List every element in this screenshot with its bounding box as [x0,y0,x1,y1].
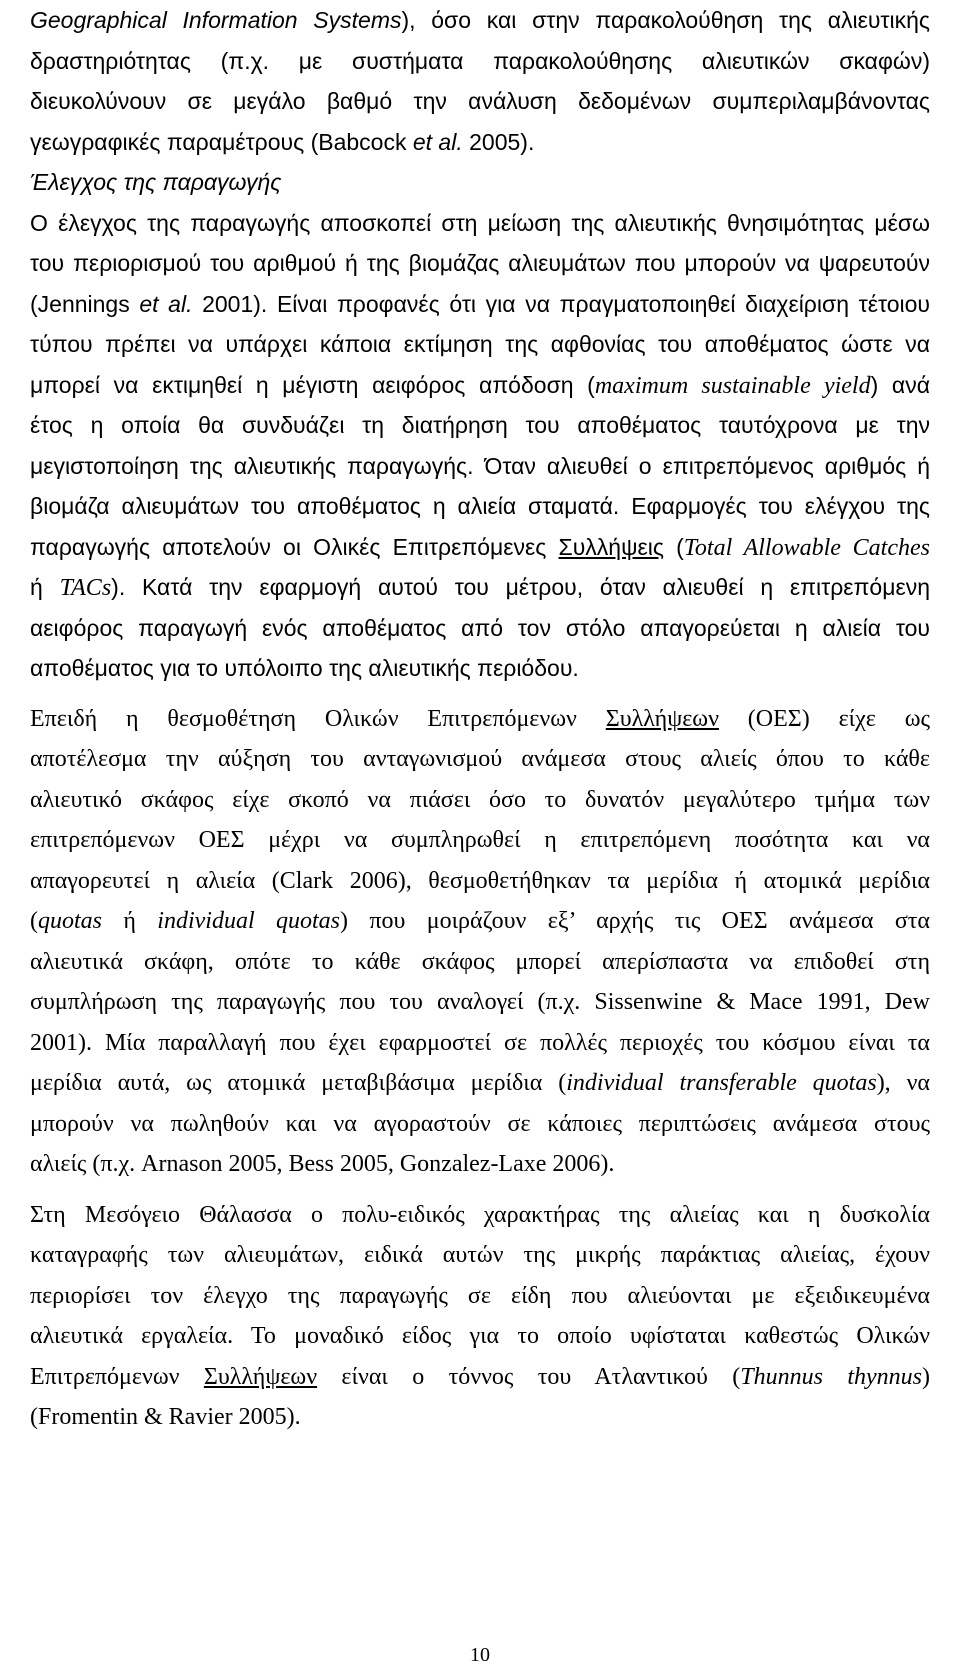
text-line: Επειδή η θεσμοθέτηση Ολικών Επιτρεπόμενων Συλλήψεων (ΟΕΣ) είχε ως [30,705,930,732]
text-line: 2001). Μία παραλλαγή που έχει εφαρμοστεί σε πολλές περιοχές του κόσμου είναι τα [30,1029,930,1056]
text-line: του περιορισμού του αριθμού ή της βιομάζας αλιευμάτων που μπορούν να ψαρευτούν [30,250,930,276]
paragraph-gap [30,689,930,699]
text-line: επιτρεπόμενων ΟΕΣ μέχρι να συμπληρωθεί η επιτρεπόμενη ποσότητα και να [30,827,930,853]
text-line: μπορούν να πωληθούν και να αγοραστούν σε κάποιες περιπτώσεις ανάμεσα στους [30,1110,930,1137]
document-page [30,0,930,1438]
text-line: διευκολύνουν σε μεγάλο βαθμό την ανάλυση δεδομένων συμπεριλαμβάνοντας [30,88,930,114]
section-heading: Έλεγχος της παραγωγής [30,169,282,195]
text-line: βιομάζα αλιευμάτων του αποθέματος η αλιεία σταματά. Εφαρμογές του ελέγχου της [30,493,930,519]
text-line: (Jennings et al. 2001). Είναι προφανές ότι για να πραγματοποιηθεί διαχείριση τέτοιου [30,290,930,317]
text-line: καταγραφής των αλιευμάτων, ειδικά αυτών της μικρής παράκτιας αλιείας, έχουν [30,1242,930,1268]
text-line: αποτέλεσμα την αύξηση του ανταγωνισμού ανάμεσα στους αλιείς όπου το κάθε [30,746,930,772]
text-line: Geographical Information Systems), όσο και στην παρακολούθηση της αλιευτικής [30,7,930,33]
text-line: απαγορευτεί η αλιεία (Clark 2006), θεσμοθετήθηκαν τα μερίδια ή ατομικά μερίδια [30,867,930,894]
paragraph-individual-quotas [30,699,930,1185]
text-line: (quotas ή individual quotas) που μοιράζουν εξ’ αρχής τις ΟΕΣ ανάμεσα στα [30,908,930,934]
text-line: τύπου πρέπει να υπάρχει κάποια εκτίμηση της αφθονίας του αποθέματος ώστε να [30,331,930,357]
paragraph-gis [30,0,930,162]
text-line: μπορεί να εκτιμηθεί η μέγιστη αειφόρος απόδοση (maximum sustainable yield) ανά [30,371,930,399]
text-line: ή TACs). Κατά την εφαρμογή αυτού του μέτρου, όταν αλιευθεί η επιτρεπόμενη [30,574,930,601]
text-line: μεγιστοποίηση της αλιευτικής παραγωγής. Όταν αλιευθεί ο επιτρεπόμενος αριθμός ή [30,452,930,479]
paragraph-gap [30,1185,930,1195]
text-line: (Fromentin & Ravier 2005). [30,1404,301,1430]
text-line: γεωγραφικές παραμέτρους (Babcock et al. 2005). [30,128,535,155]
text-line: συμπλήρωση της παραγωγής που του αναλογεί (π.χ. Sissenwine & Mace 1991, Dew [30,989,930,1015]
text-line: παραγωγής αποτελούν οι Ολικές Επιτρεπόμενες Συλλήψεις (Total Allowable Catches [30,533,930,561]
text-line: Στη Μεσόγειο Θάλασσα ο πολυ-ειδικός χαρακτήρας της αλιείας και η δυσκολία [30,1201,930,1228]
paragraph-production-control [30,203,930,689]
text-line: Ο έλεγχος της παραγωγής αποσκοπεί στη μείωση της αλιευτικής θνησιμότητας μέσω [30,209,930,236]
text-line: Επιτρεπόμενων Συλλήψεων είναι ο τόννος του Ατλαντικού (Thunnus thynnus) [30,1363,930,1390]
text-line: περιορίσει τον έλεγχο της παραγωγής σε είδη που αλιεύονται με εξειδικευμένα [30,1282,930,1309]
text-line: έτος η οποία θα συνδυάζει τη διατήρηση του αποθέματος ταυτόχρονα με την [30,412,930,438]
text-line: δραστηριότητας (π.χ. με συστήματα παρακολούθησης αλιευτικών σκαφών) [30,47,930,74]
text-line: αλιείς (π.χ. Arnason 2005, Bess 2005, Gonzalez-Laxe 2006). [30,1151,615,1177]
text-line: αειφόρος παραγωγή ενός αποθέματος από τον στόλο απαγορεύεται η αλιεία του [30,614,930,641]
paragraph-mediterranean [30,1195,930,1438]
text-line: μερίδια αυτά, ως ατομικά μεταβιβάσιμα μερίδια (individual transferable quotas), να [30,1070,930,1096]
text-line: αλιευτικά σκάφη, οπότε το κάθε σκάφος μπορεί απερίσπαστα να επιδοθεί στη [30,948,930,975]
text-line: αλιευτικό σκάφος είχε σκοπό να πιάσει όσο το δυνατόν μεγαλύτερο τμήμα των [30,786,930,813]
page-number: 10 [470,1644,490,1666]
text-line: αποθέματος για το υπόλοιπο της αλιευτικής περιόδου. [30,655,579,681]
text-line: αλιευτικά εργαλεία. Το μοναδικό είδος για το οποίο υφίσταται καθεστώς Ολικών [30,1323,930,1349]
